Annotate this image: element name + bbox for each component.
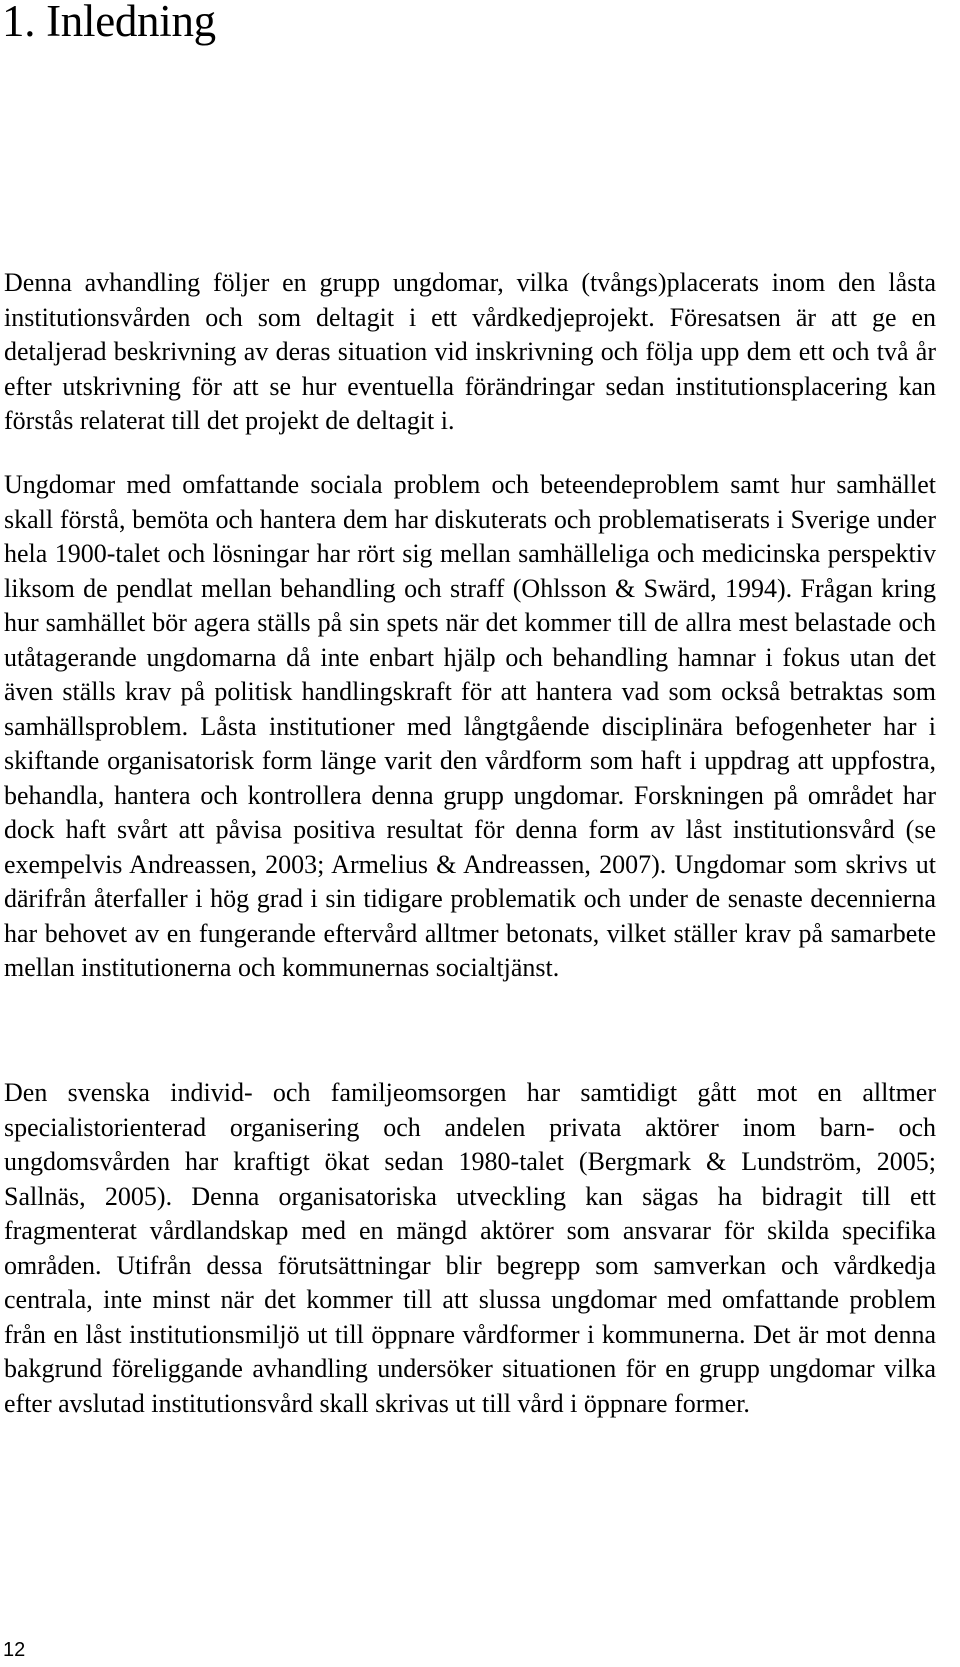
body-paragraph-3: Den svenska individ- och familjeomsorgen har samtidigt gått mot en alltmer specialistorienterad organisering och andelen privata aktörer inom barn- och ungdomsvården har kraftigt ökat sedan 1980-talet (Bergmark & Lundström, 2005; Sallnäs, 2005). Denna organisatoriska utveckling kan sägas ha bidragit till ett fragmenterat vårdlandskap med en mängd aktörer som ansvarar för skilda specifika områden. Utifrån dessa förutsättningar blir begrepp som samverkan och vårdkedja centrala, inte minst när det kommer till att slussa ungdomar med omfattande problem från en låst institutionsmiljö ut till öppnare vårdformer i kommunerna. Det är mot denna bakgrund föreliggande avhandling undersöker situationen för en grupp ungdomar vilka efter avslutad institutionsvård skall skrivas ut till vård i öppnare former.	[4, 1078, 936, 1418]
body-paragraph-1: Denna avhandling följer en grupp ungdomar, vilka (tvångs)placerats inom den låsta institutionsvården och som deltagit i ett vårdkedjeprojekt. Föresatsen är att ge en detaljerad beskrivning av deras situation vid inskrivning och följa upp dem ett och två år efter utskrivning för att se hur eventuella förändringar sedan institutionsplacering kan förstås relaterat till det projekt de deltagit i.	[4, 268, 936, 435]
page-number: 12	[3, 1639, 26, 1661]
chapter-title: 1. Inledning	[2, 0, 216, 46]
body-paragraph-2: Ungdomar med omfattande sociala problem och beteendeproblem samt hur samhället skall förstå, bemöta och hantera dem har diskuterats och problematiserats i Sverige under hela 1900-talet och lösningar har rört sig mellan samhälleliga och medicinska perspektiv liksom de pendlat mellan behandling och straff (Ohlsson & Swärd, 1994). Frågan kring hur samhället bör agera ställs på sin spets när det kommer till de allra mest belastade och utåtagerande ungdomarna då inte enbart hjälp och behandling hamnar i fokus utan det även ställs krav på politisk handlingskraft för att hantera vad som också betraktas som samhällsproblem. Låsta institutioner med långtgående disciplinära befogenheter har i skiftande organisatorisk form länge varit den vårdform som haft i uppdrag att uppfostra, behandla, hantera och kontrollera denna grupp ungdomar. Forskningen på området har dock haft svårt att påvisa positiva resultat för denna form av låst institutionsvård (se exempelvis Andreassen, 2003; Armelius & Andreassen, 2007). Ungdomar som skrivs ut därifrån återfaller i hög grad i sin tidigare problematik och under de senaste decennierna har behovet av en fungerande eftervård alltmer betonats, vilket ställer krav på samarbete mellan institutionerna och kommunernas socialtjänst.	[4, 470, 936, 982]
